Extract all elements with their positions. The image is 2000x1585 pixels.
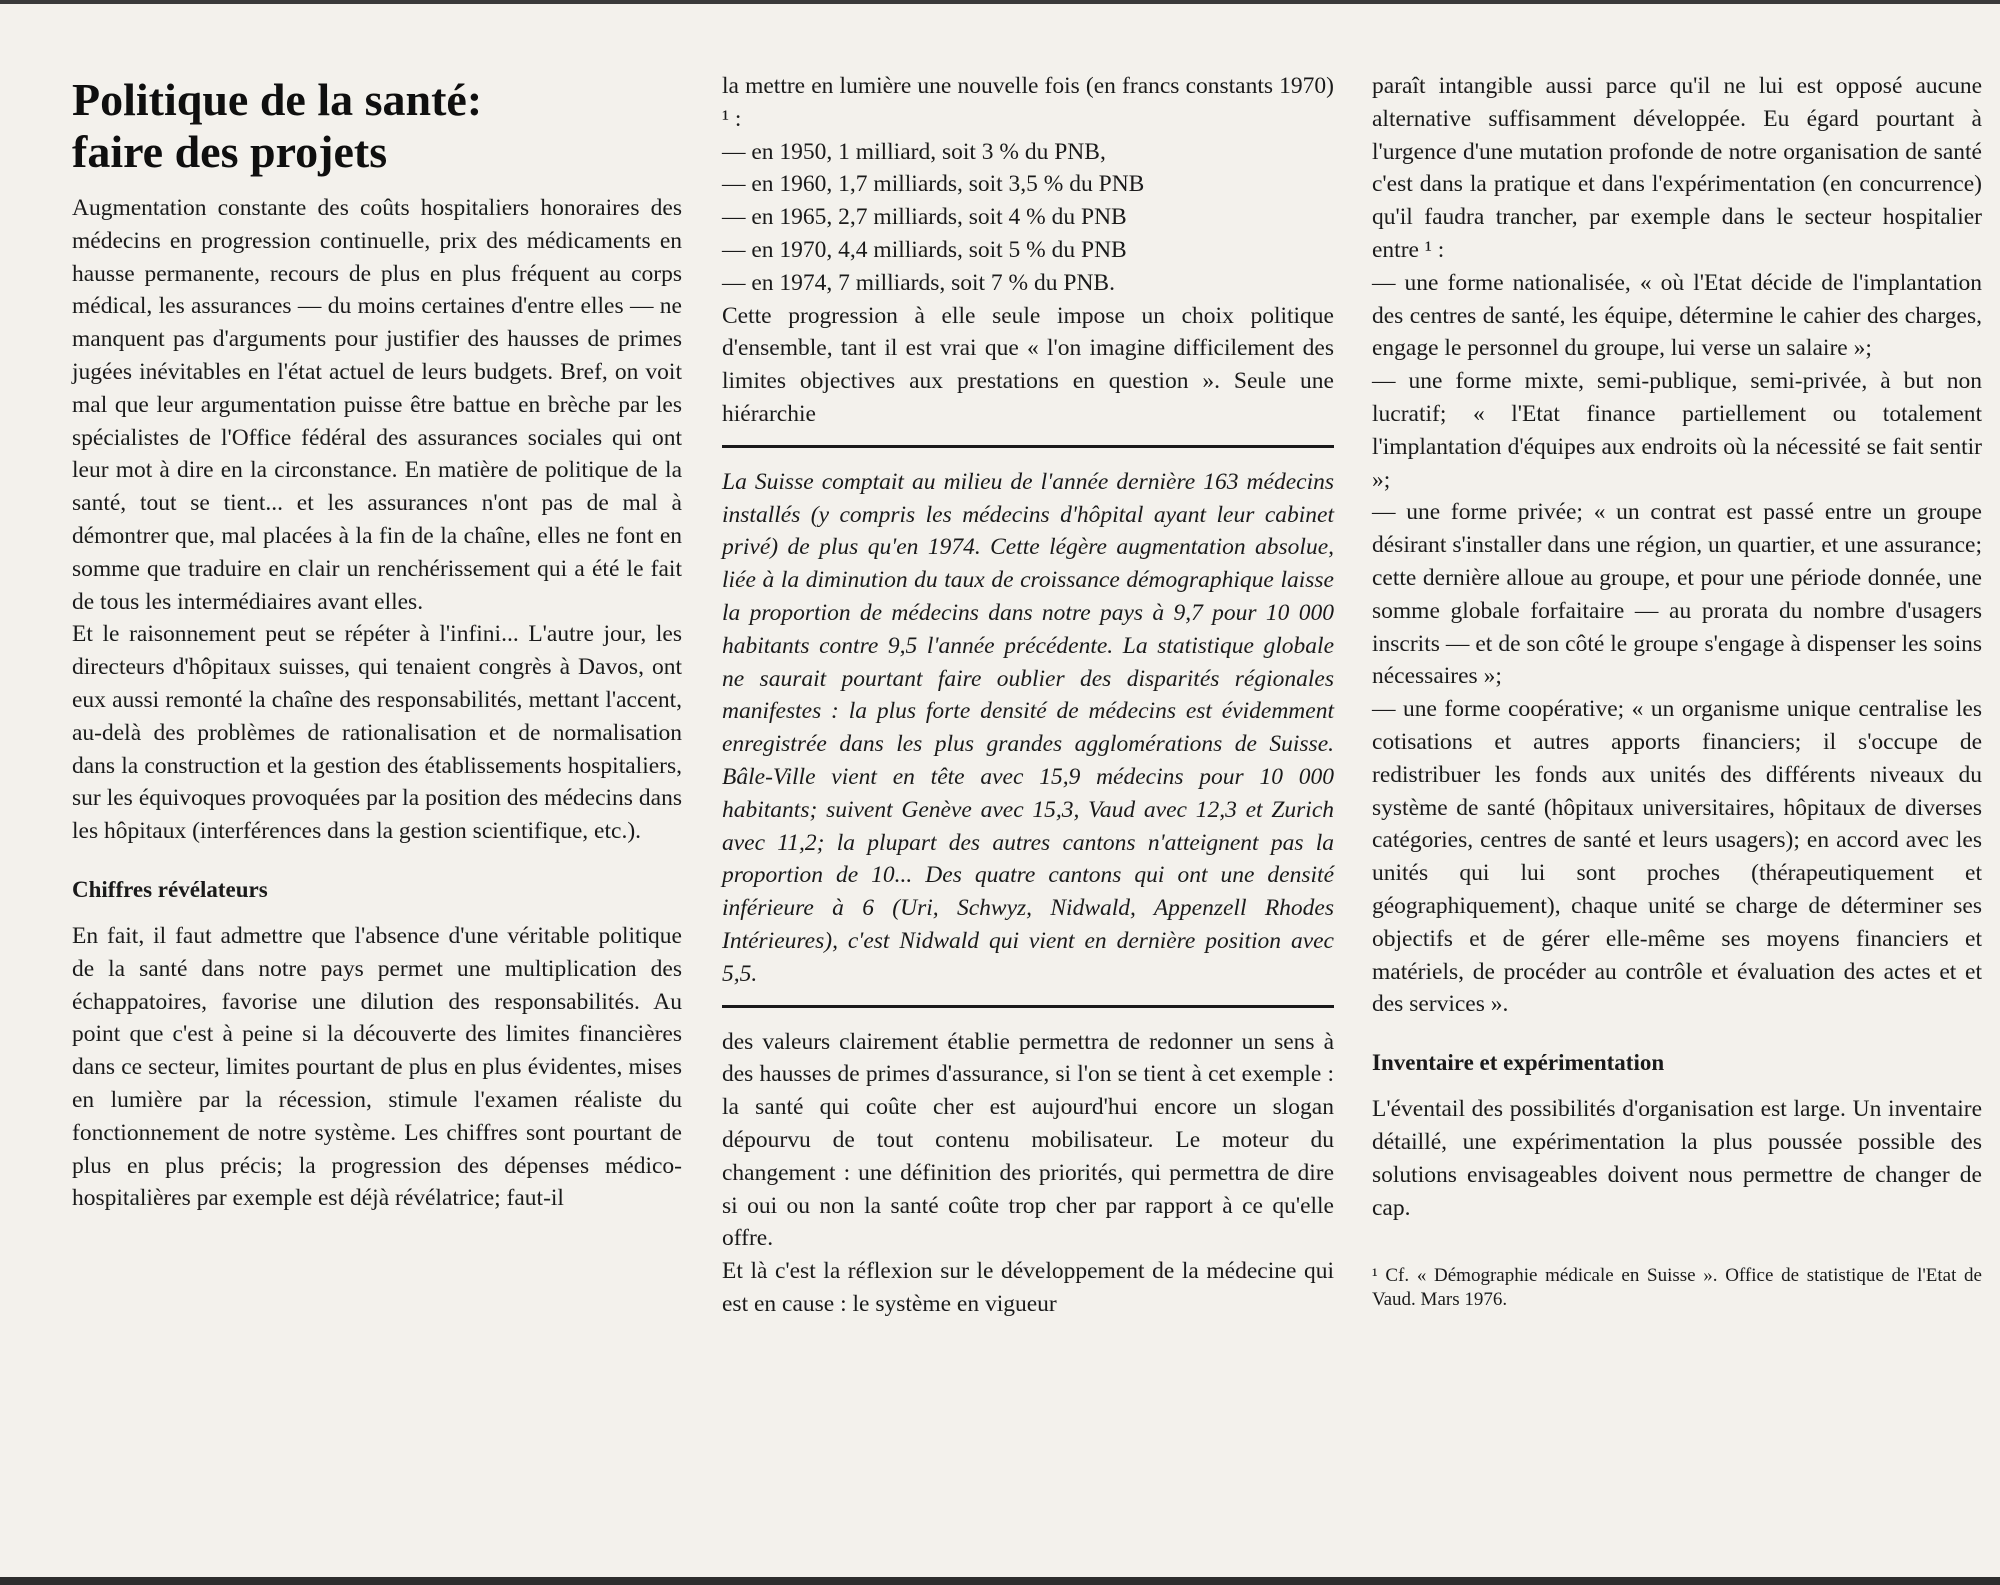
paragraph: Augmentation constante des coûts hospitaliers honoraires des médecins en progression continuelle, prix des médicaments en hausse permanente, recours de plus en plus fréquent au corps médical, les assurances — du moins certaines d'entre elles — ne manquent pas d'arguments pour justifier des hausses de primes jugées inévitables en l'état actuel de leurs budgets. Bref, on voit mal que leur argumentation puisse être battue en brèche par les spécialistes de l'Office fédéral des assurances sociales qui ont leur mot à dire en la circonstance. En matière de politique de la santé, tout se tient... et les assurances n'ont pas de mal à démontrer que, mal placées à la fin de la chaîne, elles ne font en somme que traduire en clair un renchérissement qui a été le fait de tous les intermédiaires avant elles. (72, 195, 682, 615)
list-item: — en 1974, 7 milliards, soit 7 % du PNB. (722, 269, 1115, 296)
list-item: — en 1970, 4,4 milliards, soit 5 % du PNB (722, 236, 1127, 263)
paragraph: la mettre en lumière une nouvelle fois (en francs constants 1970) ¹ : (722, 73, 1334, 132)
section-heading-chiffres: Chiffres révélateurs (72, 876, 268, 902)
page-top-edge (0, 0, 2000, 4)
paragraph: L'éventail des possibilités d'organisation est large. Un inventaire détaillé, une expérimentation la plus poussée possible des solutions envisageables doivent nous permettre de changer de cap. (1372, 1096, 1982, 1221)
paragraph: — une forme mixte, semi-publique, semi-privée, à but non lucratif; « l'Etat finance partiellement ou totalement l'implantation d'équipes aux endroits où la nécessité se fait sentir »; (1372, 368, 1982, 493)
boxed-sidebar-text: La Suisse comptait au milieu de l'année dernière 163 médecins installés (y compris les médecins d'hôpital ayant leur cabinet privé) de plus qu'en 1974. Cette légère augmentation absolue, liée à la diminution du taux de croissance démographique laisse la proportion de médecins dans notre pays à 9,7 pour 10 000 habitants contre 9,5 l'année précédente. La statistique globale ne saurait pourtant faire oublier des disparités régionales manifestes : la plus forte densité de médecins est évidemment enregistrée dans les plus grandes agglomérations de Suisse. Bâle-Ville vient en tête avec 15,9 médecins pour 10 000 habitants; suivent Genève avec 15,3, Vaud avec 12,3 et Zurich avec 11,2; la plupart des autres cantons n'atteignent pas la proportion de 10... Des quatre cantons qui ont une densité inférieure à 6 (Uri, Schwyz, Nidwald, Appenzell Rhodes Intérieures), c'est Nidwald qui vient en dernière position avec 5,5. (722, 468, 1334, 987)
divider-bottom (722, 1005, 1334, 1008)
paragraph: En fait, il faut admettre que l'absence d'une véritable politique de la santé dans notre pays permet une multiplication des échappatoires, favorise une dilution des responsabilités. Au point que c'est à peine si la découverte des limites financières dans ce secteur, limites pourtant de plus en plus évidentes, mises en lumière par la récession, stimule l'examen réaliste du fonctionnement de notre système. Les chiffres sont pourtant de plus en plus précis; la progression des dépenses médico-hospitalières par exemple est déjà révélatrice; faut-il (72, 922, 682, 1212)
list-item: — en 1965, 2,7 milliards, soit 4 % du PNB (722, 204, 1127, 231)
paragraph: — une forme nationalisée, « où l'Etat décide de l'implantation des centres de santé, les équipe, détermine le cahier des charges, engage le personnel du groupe, lui verse un salaire »; (1372, 269, 1982, 362)
paragraph: Cette progression à elle seule impose un choix politique d'ensemble, tant il est vrai que « l'on imagine difficilement des limites objectives aux prestations en question ». Seule une hiérarchie (722, 302, 1334, 427)
column-1 (72, 74, 682, 1215)
footnote: ¹ Cf. « Démographie médicale en Suisse ». Office de statistique de l'Etat de Vaud. Mars 1976. (1372, 1265, 1982, 1311)
page-bottom-edge (0, 1577, 2000, 1585)
article-title-line-1: Politique de la santé: (72, 74, 483, 125)
list-item: — en 1950, 1 milliard, soit 3 % du PNB, (722, 138, 1106, 165)
column-3 (1372, 70, 1982, 1312)
paragraph: Et là c'est la réflexion sur le développement de la médecine qui est en cause : le système en vigueur (722, 1258, 1334, 1317)
divider-top (722, 445, 1334, 448)
column-2 (722, 70, 1334, 1321)
list-item: — en 1960, 1,7 milliards, soit 3,5 % du PNB (722, 171, 1145, 198)
article-title-line-2: faire des projets (72, 126, 388, 177)
paragraph: paraît intangible aussi parce qu'il ne lui est opposé aucune alternative suffisamment développée. Eu égard pourtant à l'urgence d'une mutation profonde de notre organisation de santé c'est dans la pratique et dans l'expérimentation (en concurrence) qu'il faudra trancher, par exemple dans le secteur hospitalier entre ¹ : (1372, 73, 1982, 263)
paragraph: — une forme privée; « un contrat est passé entre un groupe désirant s'installer dans une région, un quartier, et une assurance; cette dernière alloue au groupe, et pour une période donnée, une somme globale forfaitaire — au prorata du nombre d'usagers inscrits — et de son côté le groupe s'engage à dispenser les soins nécessaires »; (1372, 499, 1982, 690)
paragraph: Et le raisonnement peut se répéter à l'infini... L'autre jour, les directeurs d'hôpitaux suisses, qui tenaient congrès à Davos, ont eux aussi remonté la chaîne des responsabilités, mettant l'accent, au-delà des problèmes de rationalisation et de normalisation dans la construction et la gestion des établissements hospitaliers, sur les équivoques provoquées par la position des médecins dans les hôpitaux (interférences dans la gestion scientifique, etc.). (72, 621, 682, 845)
article-title (72, 74, 682, 178)
section-heading-inventaire: Inventaire et expérimentation (1372, 1050, 1665, 1076)
expenditure-list (722, 136, 1334, 300)
paragraph: — une forme coopérative; « un organisme unique centralise les cotisations et autres apports financiers; il s'occupe de redistribuer les fonds aux unités des différents niveaux du système de santé (hôpitaux universitaires, hôpitaux de diverses catégories, centres de santé et leurs usagers); en accord avec les unités qui lui sont proches (thérapeutiquement et géographiquement), chaque unité se charge de déterminer ses objectifs et de gérer elle-même ses moyens financiers et matériels, de procéder au contrôle et évaluation des actes et et des services ». (1372, 696, 1982, 1018)
paragraph: des valeurs clairement établie permettra de redonner un sens à des hausses de primes d'assurance, si l'on se tient à cet exemple : la santé qui coûte cher est aujourd'hui encore un slogan dépourvu de tout contenu mobilisateur. Le moteur du changement : une définition des priorités, qui permettra de dire si oui ou non la santé coûte trop cher par rapport à ce qu'elle offre. (722, 1028, 1334, 1252)
